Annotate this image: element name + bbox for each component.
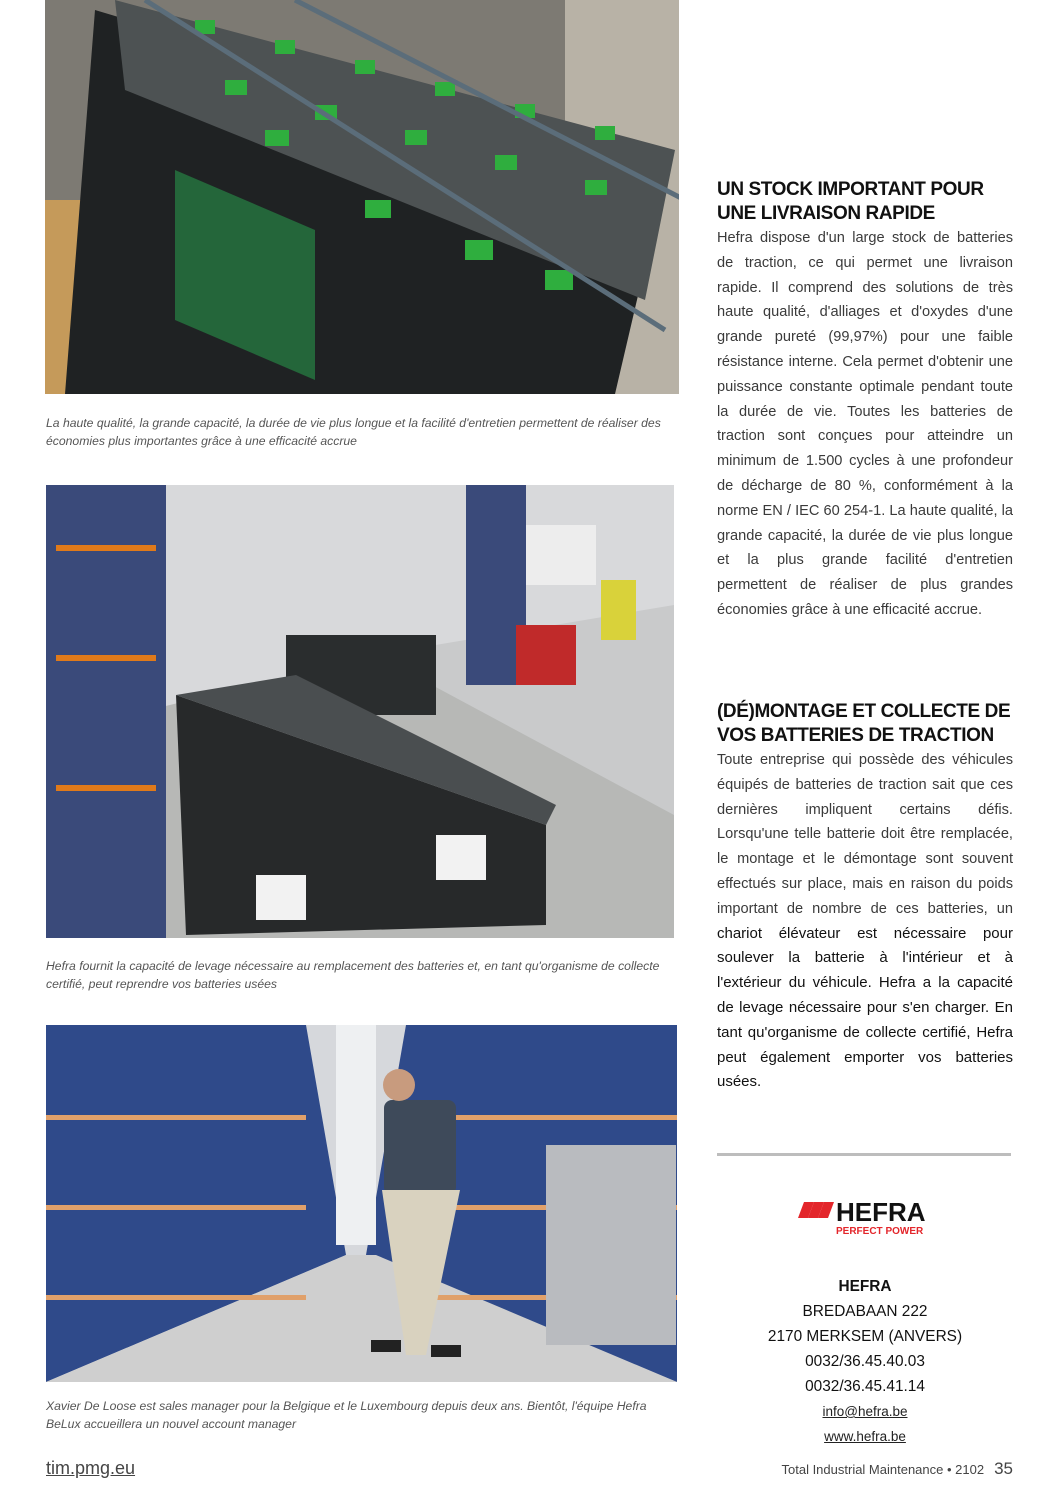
- logo-brand: HEFRA: [836, 1197, 926, 1227]
- photo-battery-caption: La haute qualité, la grande capacité, la durée de vie plus longue et la facilité d'entretien permettent de réaliser des économies plus importantes grâce à une efficacité accrue: [46, 416, 661, 448]
- section-montage-heading-line2: VOS BATTERIES DE TRACTION: [717, 725, 994, 746]
- contact-city: 2170 MERKSEM (ANVERS): [767, 1328, 963, 1345]
- section-stock: [717, 178, 1013, 623]
- photo-warehouse-batteries: [46, 485, 674, 938]
- section-stock-heading-line1: UN STOCK IMPORTANT POUR: [717, 179, 984, 200]
- section-montage-text: [717, 748, 1013, 1095]
- section-montage-heading: [717, 700, 1013, 748]
- contact-company: HEFRA: [838, 1278, 892, 1295]
- photo-battery: [45, 0, 679, 394]
- section-montage-text-light: Toute entreprise qui possède des véhicules équipés de batteries de traction sait que ces dernières impliquent certains défis. Lorsqu'une telle batterie doit être remplacée, le montage et le démontage sont souvent effectués sur place, mais en raison du poids important de nombre de ces batteries, un: [717, 752, 1013, 917]
- divider: [717, 1153, 1011, 1156]
- section-montage-heading-line1: (DÉ)MONTAGE ET COLLECTE DE: [717, 701, 1011, 722]
- section-montage-text-strong: chariot élévateur est nécessaire pour soulever la batterie à l'intérieur et à l'extérieur du véhicule. Hefra a la capacité de levage nécessaire pour s'en charger. En tant qu'organisme de collecte certifié, Hefra peut également emporter vos batteries usées.: [717, 924, 1013, 1091]
- contact-block: [717, 1274, 1013, 1449]
- svg-text:PERFECT POWER: [836, 1226, 924, 1237]
- section-stock-heading: [717, 178, 1013, 226]
- photo-sales-manager-caption: Xavier De Loose est sales manager pour la Belgique et le Luxembourg depuis deux ans. Bientôt, l'équipe Hefra BeLux accueillera un nouvel account manager: [46, 1399, 647, 1431]
- contact-street: BREDABAAN 222: [802, 1303, 928, 1320]
- section-stock-heading-line2: UNE LIVRAISON RAPIDE: [717, 203, 935, 224]
- logo-tagline-2: POWER: [885, 1226, 924, 1237]
- section-stock-text: Hefra dispose d'un large stock de batteries de traction, ce qui permet une livraison rapide. Il comprend des solutions de très haute qualité, d'alliages et d'oxydes d'une grande pureté (99,97%) pour une faible résistance interne. Cela permet d'obtenir une puissance constante optimale pendant toute la durée de vie. Toutes les batteries de traction sont conçues pour atteindre un minimum de 1.500 cycles à une profondeur de décharge de 80 %, conformément à la norme EN / IEC 60 254-1. La haute qualité, la grande capacité, la durée de vie plus longue et la plus grande facilité d'entretien permettent de réaliser de plus grandes économies grâce à une efficacité accrue.: [717, 230, 1013, 618]
- hefra-logo: [796, 1196, 936, 1238]
- footer-info: [782, 1459, 1014, 1479]
- contact-phone-2: 0032/36.45.41.14: [805, 1378, 925, 1395]
- section-montage: [717, 700, 1013, 1095]
- photo-sales-manager: [46, 1025, 677, 1382]
- page-number: 35: [994, 1459, 1013, 1478]
- footer-magazine: Total Industrial Maintenance • 2102: [781, 1462, 985, 1477]
- footer-site-link[interactable]: tim.pmg.eu: [46, 1458, 136, 1478]
- logo-tagline-1: PERFECT: [836, 1226, 883, 1237]
- contact-website-link[interactable]: www.hefra.be: [824, 1429, 906, 1444]
- contact-email-link[interactable]: info@hefra.be: [822, 1404, 908, 1419]
- contact-phone-1: 0032/36.45.40.03: [805, 1353, 925, 1370]
- photo-warehouse-caption: Hefra fournit la capacité de levage nécessaire au remplacement des batteries et, en tant qu'organisme de collecte certifié, peut reprendre vos batteries usées: [46, 959, 660, 991]
